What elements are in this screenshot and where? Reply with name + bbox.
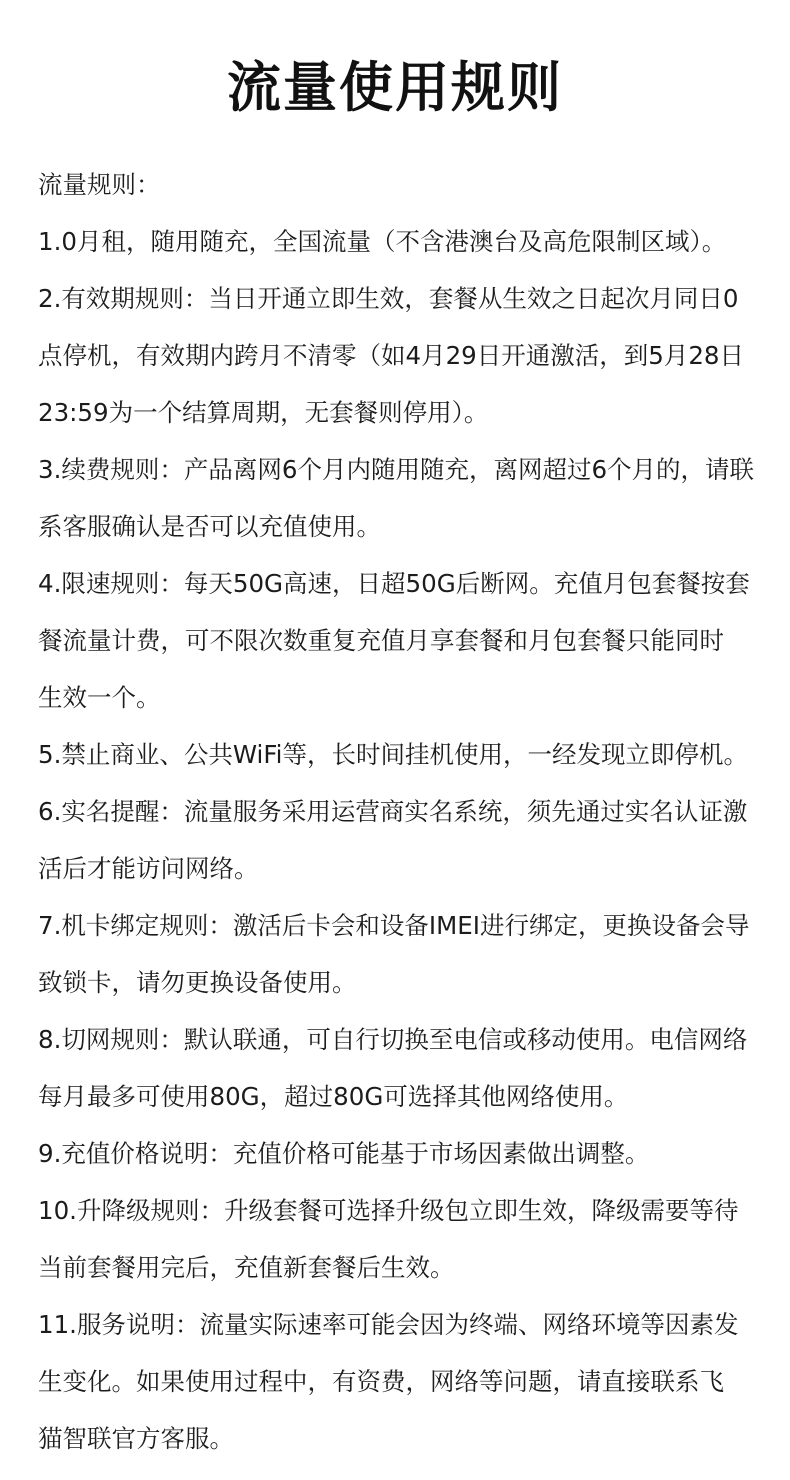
rule-3-line-2: 系客服确认是否可以充值使用。 xyxy=(38,512,381,541)
rule-6-line-1: 6.实名提醒：流量服务采用运营商实名系统，须先通过实名认证激 xyxy=(38,797,748,826)
rule-11-line-1: 11.服务说明：流量实际速率可能会因为终端、网络环境等因素发 xyxy=(38,1310,739,1339)
rule-1-line-1: 1.0月租，随用随充，全国流量（不含港澳台及高危限制区域）。 xyxy=(38,227,727,256)
rule-3-line-1: 3.续费规则：产品离网6个月内随用随充，离网超过6个月的，请联 xyxy=(38,455,755,484)
rule-2-line-1: 2.有效期规则：当日开通立即生效，套餐从生效之日起次月同日0 xyxy=(38,284,739,313)
rule-4-line-1: 4.限速规则：每天50G高速，日超50G后断网。充值月包套餐按套 xyxy=(38,569,750,598)
rule-7-line-1: 7.机卡绑定规则：激活后卡会和设备IMEI进行绑定，更换设备会导 xyxy=(38,911,750,940)
rule-10-line-2: 当前套餐用完后，充值新套餐后生效。 xyxy=(38,1253,455,1282)
rule-9-line-1: 9.充值价格说明：充值价格可能基于市场因素做出调整。 xyxy=(38,1139,650,1168)
rule-4-line-2: 餐流量计费，可不限次数重复充值月享套餐和月包套餐只能同时 xyxy=(38,626,724,655)
rule-8-line-1: 8.切网规则：默认联通，可自行切换至电信或移动使用。电信网络 xyxy=(38,1025,748,1054)
rule-6-line-2: 活后才能访问网络。 xyxy=(38,854,259,883)
rule-2-line-3: 23:59为一个结算周期，无套餐则停用）。 xyxy=(38,398,489,427)
rule-2-line-2: 点停机，有效期内跨月不清零（如4月29日开通激活，到5月28日 xyxy=(38,341,745,370)
rule-5-line-1: 5.禁止商业、公共WiFi等，长时间挂机使用，一经发现立即停机。 xyxy=(38,740,748,769)
rule-10-line-1: 10.升降级规则：升级套餐可选择升级包立即生效，降级需要等待 xyxy=(38,1196,739,1225)
rule-11-line-3: 猫智联官方客服。 xyxy=(38,1424,234,1453)
rules-body xyxy=(38,156,754,1467)
rule-11-line-2: 生变化。如果使用过程中，有资费，网络等问题，请直接联系飞 xyxy=(38,1367,724,1396)
rules-heading: 流量规则： xyxy=(38,170,161,199)
rule-7-line-2: 致锁卡，请勿更换设备使用。 xyxy=(38,968,357,997)
rule-8-line-2: 每月最多可使用80G，超过80G可选择其他网络使用。 xyxy=(38,1082,629,1111)
rule-4-line-3: 生效一个。 xyxy=(38,683,161,712)
page-title: 流量使用规则 xyxy=(227,56,563,119)
